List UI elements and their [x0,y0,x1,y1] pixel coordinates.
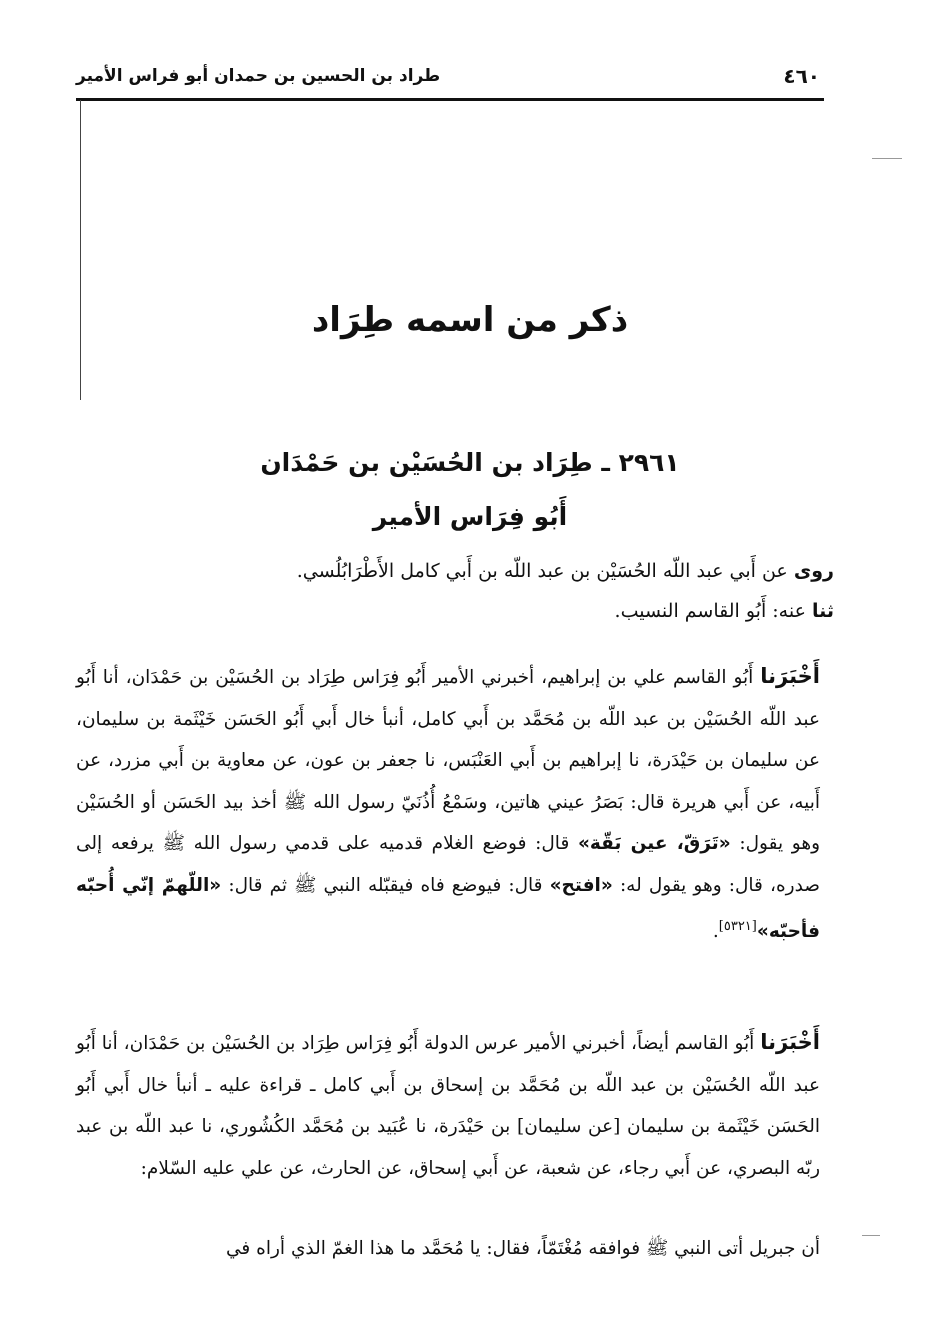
margin-mark [862,1235,880,1236]
narrated-from-line [94,560,834,582]
paragraph-text: قال: فوضع الغلام قدميه على قدمي رسول الله ﷺ يرفعه إلى صدره، قال: وهو يقول له: [76,833,820,896]
thana-keyword: ثنا [811,600,834,622]
quote: «اللّهمّ إنّي أُحبّه فأحبّه» [76,874,820,943]
rawa-text: عن أَبي عبد اللّه الحُسَيْن بن عبد اللّه بن أَبي كامل الأَطْرَابُلُسي. [296,560,788,582]
hadith-paragraph-3 [76,1228,820,1270]
hadith-paragraph-2 [76,1022,820,1189]
running-title: طراد بن الحسين بن حمدان أبو فراس الأمير [76,66,441,86]
paragraph-text: أَبُو القاسم أيضاً، أخبرني الأمير عرس الدولة أَبُو فِرَاس طِرَاد بن الحُسَيْن بن حَمْدَان، أنا أَبُو عبد اللّه الحُسَيْن بن عبد اللّه بن مُحَمَّد بن إسحاق بن أَبي كامل ـ قراءة عليه ـ أنبأ خال أَبي أَبُو الحَسَن خَيْثَمة بن سليمان [عن سليمان] بن حَيْدَرة، نا عُبَيد بن مُحَمَّد الكُشُوري، نا عبد اللّه بن عبد ربّه البصري، عن أَبي رجاء، عن شعبة، عن أَبي إسحاق، عن الحارث، عن علي عليه السّلام: [76,1033,820,1179]
paragraph-text: أَبُو القاسم علي بن إبراهيم، أخبرني الأمير أَبُو فِرَاس طِرَاد بن الحُسَيْن بن حَمْدَان، أنا أَبُو عبد اللّه الحُسَيْن بن عبد اللّه بن مُحَمَّد بن أَبي كامل، أنبأ خال أَبي أَبُو الحَسَن خَيْثَمة بن سليمان، عن سليمان بن حَيْدَرة، نا إبراهيم بن أَبي العَنْبَس، نا جعفر بن عون، عن معاوية بن أَبي مزرد، عن أَبيه، عن أَبي هريرة قال: بَصَرُ عيني هاتين، وسَمْعُ أُذُنَيّ رسول الله ﷺ أخذ بيد الحَسَن أو الحُسَيْن وهو يقول: [76,667,821,854]
section-heading: ذكر من اسمه طِرَاد [311,300,629,340]
page-header [76,58,824,101]
page-number: ٤٦٠ [783,64,820,88]
hadith-paragraph-1 [76,656,820,953]
entry-title: ٢٩٦١ ـ طِرَاد بن الحُسَيْن بن حَمْدَان [260,448,680,477]
narrated-by-line [94,600,834,622]
rawa-keyword: روى [793,560,834,582]
quote: «تَرَقّ، عين بَقّة» [577,833,731,854]
margin-mark [872,158,902,159]
thana-text: عنه: أَبُو القاسم النسيب. [614,600,806,622]
paragraph-text: قال: فيوضع فاه فيقبّله النبي ﷺ ثم قال: [221,874,550,896]
paragraph-lead: أَخْبَرَنا [760,664,820,688]
margin-rule [80,100,81,400]
quote: «افتح» [549,874,613,896]
paragraph-lead: أَخْبَرَنا [760,1030,820,1054]
paragraph-end: . [712,921,719,943]
reference-number: [٥٣٢١] [718,919,757,934]
paragraph-text: أن جبريل أتى النبي ﷺ فوافقه مُغْتَمّاً، فقال: يا مُحَمَّد ما هذا الغمّ الذي أراه في [226,1238,820,1259]
entry-subtitle: أَبُو فِرَاس الأمير [372,502,568,531]
